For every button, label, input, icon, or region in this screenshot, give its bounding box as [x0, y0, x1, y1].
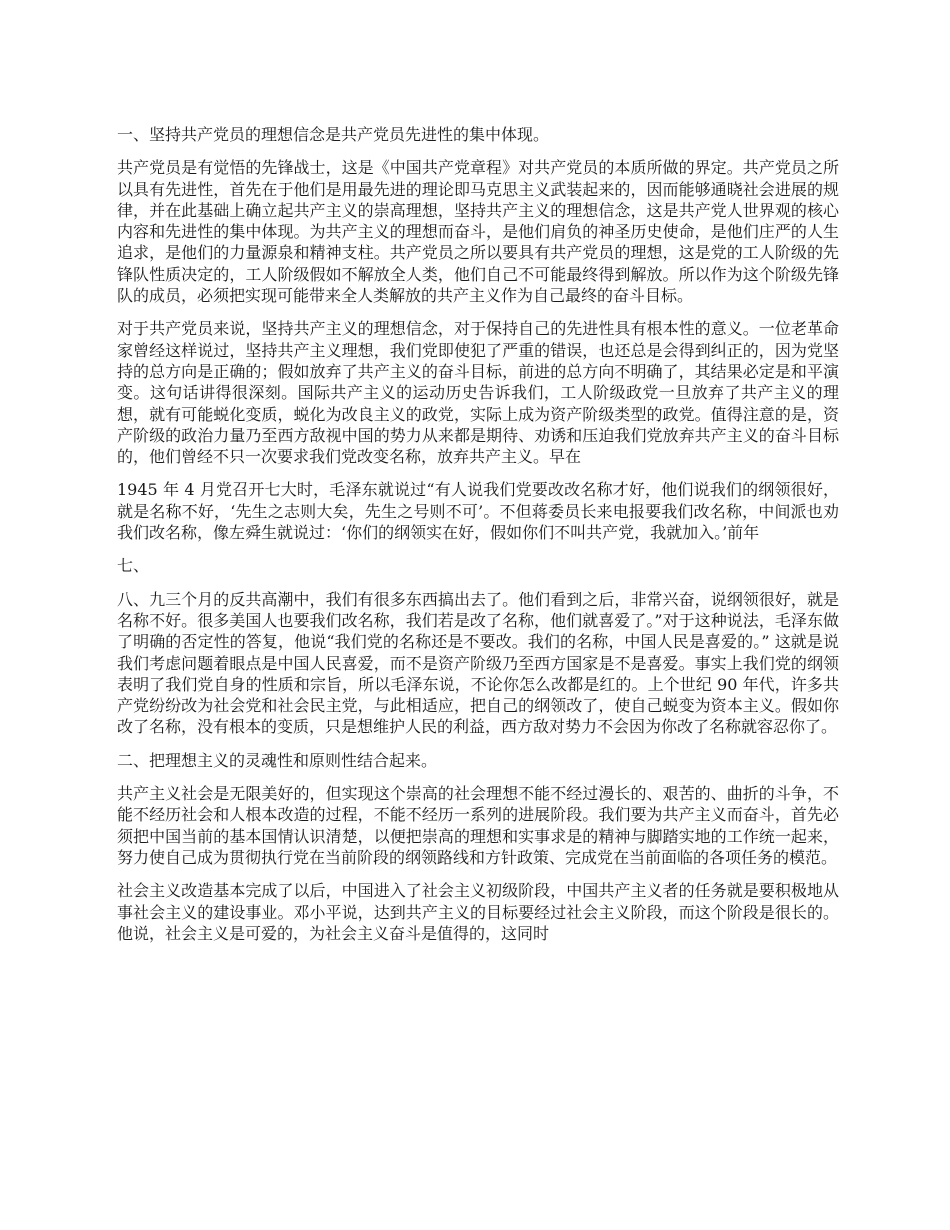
paragraph: 共产主义社会是无限美好的，但实现这个崇高的社会理想不能不经过漫长的、艰苦的、曲折的斗争，不能不经历社会和人根本改造的过程，不能不经历一系列的进展阶段。我们要为共产主义而奋斗，首先必须把中国当前的基本国情认识清楚，以便把崇高的理想和实事求是的精神与脚踏实地的工作统一起来，努力使自己成为贯彻执行党在当前阶段的纲领路线和方针政策、完成党在当前面临的各项任务的模范。: [117, 784, 839, 867]
document-body: [117, 124, 839, 956]
paragraph: 对于共产党员来说，坚持共产主义的理想信念，对于保持自己的先进性具有根本性的意义。一位老革命家曾经这样说过，坚持共产主义理想，我们党即使犯了严重的错误，也还总是会得到纠正的，因为党坚持的总方向是正确的；假如放弃了共产主义的奋斗目标，前进的总方向不明确了，其结果必定是和平演变。这句话讲得很深刻。国际共产主义的运动历史告诉我们，工人阶级政党一旦放弃了共产主义的理想，就有可能蜕化变质，蜕化为改良主义的政党，实际上成为资产阶级类型的政党。值得注意的是，资产阶级的政治力量乃至西方敌视中国的势力从来都是期待、劝诱和压迫我们党放弃共产主义的奋斗目标的，他们曾经不只一次要求我们党改变名称，放弃共产主义。早在: [117, 319, 839, 467]
paragraph: 共产党员是有觉悟的先锋战士，这是《中国共产党章程》对共产党员的本质所做的界定。共产党员之所以具有先进性，首先在于他们是用最先进的理论即马克思主义武装起来的，因而能够通晓社会进展的规律，并在此基础上确立起共产主义的崇高理想，坚持共产主义的理想信念，这是共产党人世界观的核心内容和先进性的集中体现。为共产主义的理想而奋斗，是他们肩负的神圣历史使命，是他们庄严的人生追求，是他们的力量源泉和精神支柱。共产党员之所以要具有共产党员的理想，这是党的工人阶级的先锋队性质决定的，工人阶级假如不解放全人类，他们自己不可能最终得到解放。所以作为这个阶级先锋队的成员，必须把实现可能带来全人类解放的共产主义作为自己最终的奋斗目标。: [117, 158, 839, 306]
paragraph: 社会主义改造基本完成了以后，中国进入了社会主义初级阶段，中国共产主义者的任务就是要积极地从事社会主义的建设事业。邓小平说，达到共产主义的目标要经过社会主义阶段，而这个阶段是很长的。他说，社会主义是可爱的，为社会主义奋斗是值得的，这同时: [117, 881, 839, 943]
paragraph: 1945 年 4 月党召开七大时，毛泽东就说过“有人说我们党要改改名称才好，他们说我们的纲领很好，就是名称不好，‘先生之志则大矣，先生之号则不可’。不但蒋委员长来电报要我们改名称，中间派也劝我们改名称，像左舜生就说过：‘你们的纲领实在好，假如你们不叫共产党，我就加入。’前年: [117, 480, 839, 543]
section-heading-1: 一、坚持共产党员的理想信念是共产党员先进性的集中体现。: [117, 125, 550, 144]
paragraph: 七、: [117, 556, 150, 576]
section-heading-2: 二、把理想主义的灵魂性和原则性结合起来。: [117, 750, 438, 770]
paragraph: 八、九三个月的反共高潮中，我们有很多东西搞出去了。他们看到之后，非常兴奋，说纲领很好，就是名称不好。很多美国人也要我们改名称，我们若是改了名称，他们就喜爱了。”对于这种说法，毛泽东做了明确的否定性的答复，他说“我们党的名称还是不要改。我们的名称，中国人民是喜爱的。” 这就是说我们考虑问题着眼点是中国人民喜爱，而不是资产阶级乃至西方国家是不是喜爱。事实上我们党的纲领表明了我们党自身的性质和宗旨，所以毛泽东说，不论你怎么改都是红的。上个世纪 90 年代，许多共产党纷纷改为社会党和社会民主党，与此相适应，把自己的纲领改了，使自己蜕变为资本主义。假如你改了名称，没有根本的变质，只是想维护人民的利益，西方敌对势力不会因为你改了名称就容忍你了。: [117, 589, 839, 737]
